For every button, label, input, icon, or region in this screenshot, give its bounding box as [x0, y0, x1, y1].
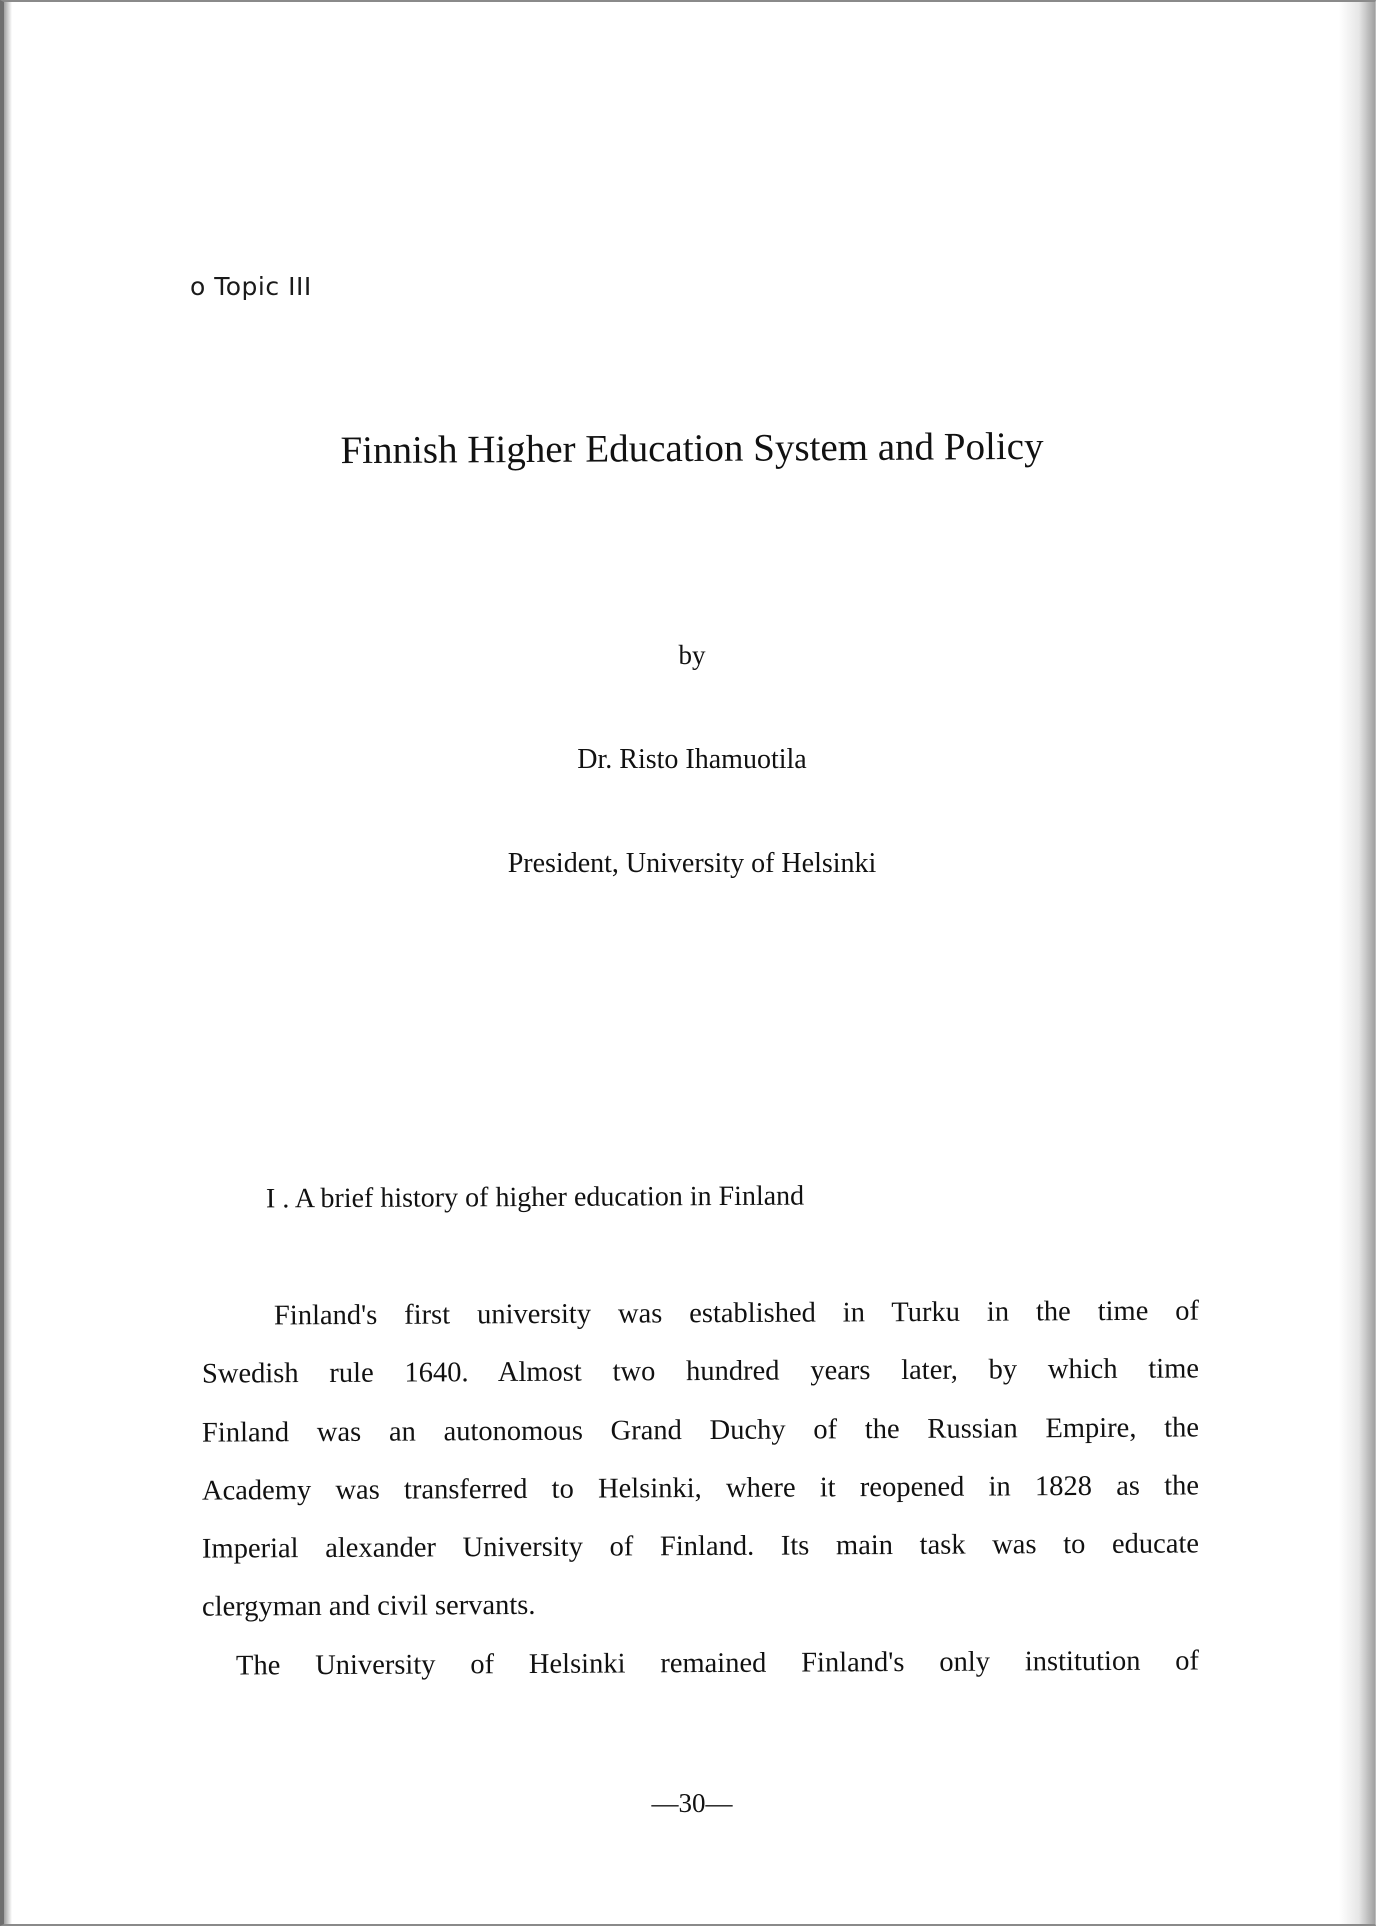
page-number: —30— [651, 1788, 733, 1818]
author-name: Dr. Risto Ihamuotila [577, 744, 807, 775]
document-title: Finnish Higher Education System and Policy [340, 424, 1044, 473]
paragraph1-line-3: Finland was an autonomous Grand Duchy of the Russian Empire, the [201, 1412, 1200, 1449]
paragraph2-line-1: The University of Helsinki remained Finland's only institution of [235, 1645, 1200, 1682]
page-right-edge-shadow [1339, 2, 1375, 1924]
section-heading: I . A brief history of higher education in Finland [265, 1180, 805, 1215]
page-left-edge-shadow [4, 2, 12, 1924]
paragraph1-line-4: Academy was transferred to Helsinki, where it reopened in 1828 as the [201, 1470, 1200, 1507]
paragraph1-line-2: Swedish rule 1640. Almost two hundred years later, by which time [201, 1353, 1200, 1390]
paragraph1-line-1: Finland's first university was established in Turku in the time of [273, 1295, 1200, 1332]
topic-label: o Topic III [190, 272, 312, 301]
byline-by: by [678, 640, 706, 670]
author-affiliation: President, University of Helsinki [507, 848, 877, 879]
paragraph1-line-5: Imperial alexander University of Finland. Its main task was to educate [201, 1528, 1200, 1565]
paragraph1-line-6: clergyman and civil servants. [201, 1589, 536, 1623]
